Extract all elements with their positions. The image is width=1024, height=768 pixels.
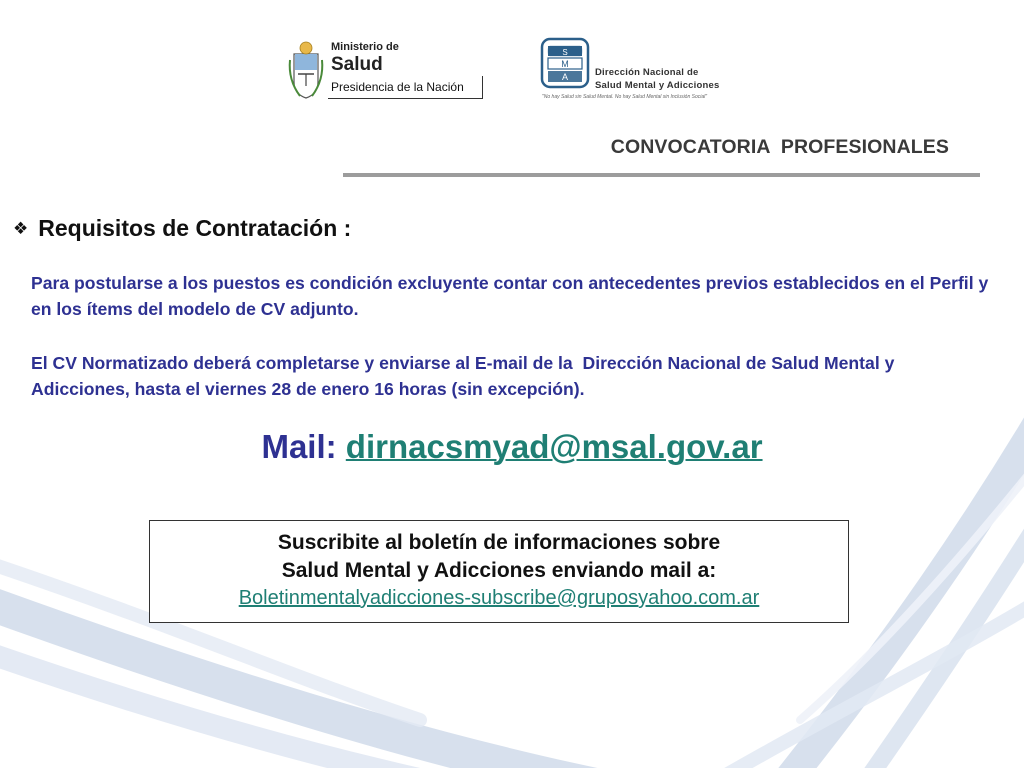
boletin-email-link[interactable]: Boletinmentalyadicciones-subscribe@gruposyahoo.com.ar [238,587,760,609]
dnsm-logo [540,37,750,103]
title-underline [343,173,980,177]
sma-letter-m: M [561,59,569,69]
requisitos-paragraph-1: Para postularse a los puestos es condición excluyente contar con antecedentes previos establecidos en el Perfil y en los ítems del modelo de CV adjunto. [31,273,994,319]
argentina-coat-of-arms-icon [286,40,326,100]
sma-letter-a: A [561,72,569,82]
logo-ministerio-line1: Ministerio de [331,41,399,53]
logo-dnsm-line1: Dirección Nacional de [595,67,699,78]
ministerio-salud-logo [286,38,486,104]
mail-line [0,428,1024,466]
logo-ministerio-line3: Presidencia de la Nación [331,80,464,94]
boletin-email [150,587,848,610]
logo-ministerio-line2: Salud [331,54,383,75]
page-title: CONVOCATORIA PROFESIONALES [610,136,949,158]
logo-dnsm-line2: Salud Mental y Adicciones [595,80,720,91]
requisitos-heading-text: Requisitos de Contratación : [38,215,352,241]
sma-letter-s: S [562,48,568,57]
sma-logo-mark-icon [540,37,590,89]
boletin-box [149,520,849,623]
requisitos-paragraph-2: El CV Normatizado deberá completarse y enviarse al E-mail de la Dirección Nacional de Salud Mental y Adicciones, hasta el viernes 28 de enero 16 horas (sin excepción). [31,353,899,399]
mail-address-link[interactable]: dirnacsmyad@msal.gov.ar [345,428,763,465]
boletin-line-2: Salud Mental y Adicciones enviando mail a: [281,559,717,582]
mail-label: Mail: [261,428,346,465]
diamond-bullet-icon: ❖ [13,219,29,238]
requisitos-heading [13,215,351,242]
logo-dnsm-tagline: "No hay Salud sin Salud Mental. No hay Salud Mental sin Inclusión Social" [542,94,708,100]
boletin-line-1: Suscribite al boletín de informaciones sobre [277,531,721,554]
